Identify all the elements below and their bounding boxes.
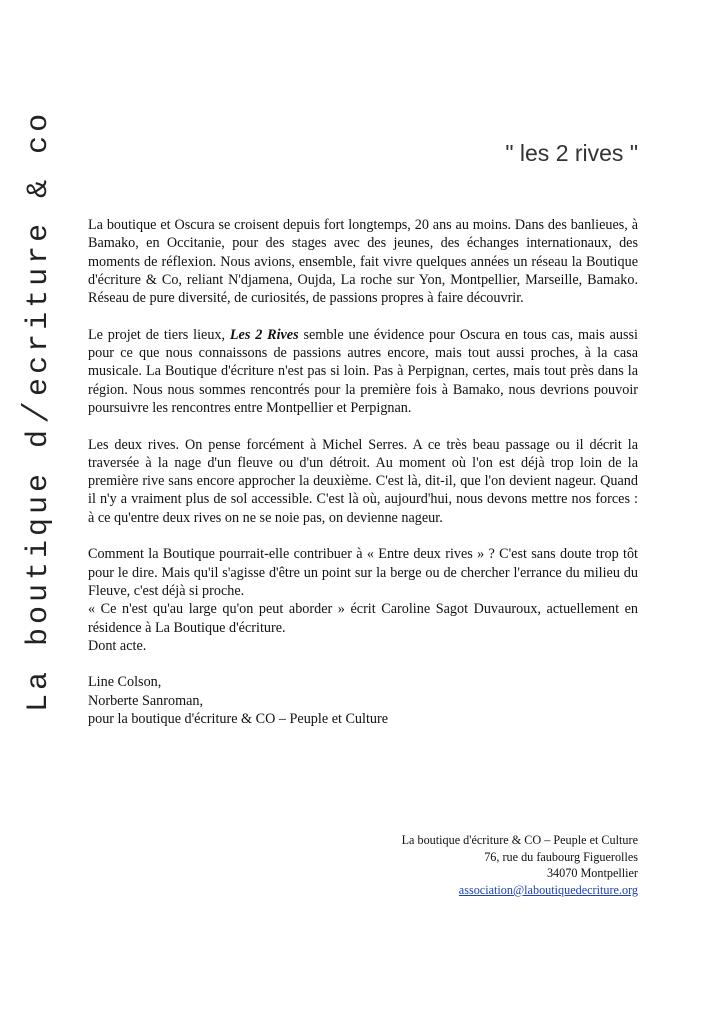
- paragraph-intro: La boutique et Oscura se croisent depuis fort longtemps, 20 ans au moins. Dans des banlieues, à Bamako, en Occitanie, pour des stages avec des jeunes, des échanges internationaux, des moments de réflexion. Nous avions, ensemble, fait vivre quelques années un réseau la Boutique d'écriture & Co, reliant N'djamena, Oujda, La roche sur Yon, Montpellier, Marseille, Bamako. Réseau de pure diversité, de curiosités, de passions propres à faire découvrir.: [88, 217, 638, 307]
- footer-street: 76, rue du faubourg Figuerolles: [484, 849, 638, 864]
- signature-name-1: Line Colson,: [88, 674, 162, 691]
- vertical-logo: [18, 109, 60, 712]
- contribution-text: Comment la Boutique pourrait-elle contribuer à « Entre deux rives » ? C'est sans doute trop tôt pour le dire. Mais qu'il s'agisse d'être un point sur la berge ou de chercher l'errance du milieu du Fleuve, c'est déjà si proche.: [88, 546, 638, 599]
- footer-email-link[interactable]: association@laboutiquedecriture.org: [458, 882, 638, 897]
- footer-org: La boutique d'écriture & CO – Peuple et Culture: [401, 833, 638, 847]
- paragraph-deux-rives: Les deux rives. On pense forcément à Michel Serres. A ce très beau passage ou il décrit la traversée à la nage d'un fleuve ou d'un détroit. Au moment où l'on est déjà trop loin de la première rive sans encore approcher la deuxième. C'est là, dit-il, que l'on devient nageur. Quand il n'y a vraiment plus de sol accessible. C'est là où, aujourd'hui, nous devons mettre nos forces : à ce qu'entre deux rives on ne se noie pas, on devienne nageur.: [88, 436, 638, 526]
- signature-org: pour la boutique d'écriture & CO – Peuple et Culture: [88, 711, 389, 728]
- logo-text-part2: ecriture & co: [22, 109, 56, 396]
- signature-block: [88, 673, 638, 728]
- footer-city: 34070 Montpellier: [546, 866, 638, 881]
- letter-body: [88, 216, 638, 747]
- logo-text-part1: La boutique d: [22, 425, 56, 712]
- paragraph-project-before: Le projet de tiers lieux,: [88, 326, 230, 343]
- project-name-emphasis: Les 2 Rives: [229, 326, 299, 343]
- quote-line: « Ce n'est qu'au large qu'on peut aborder » écrit Caroline Sagot Duvauroux, actuellement en résidence à La Boutique d'écriture.: [88, 601, 638, 636]
- signature-name-2: Norberte Sanroman,: [88, 692, 204, 709]
- document-title: " les 2 rives ": [505, 140, 638, 166]
- logo-slash: /: [18, 399, 60, 422]
- paragraph-project-after: semble une évidence pour Oscura en tous cas, mais aussi pour ce que nous connaissons de passions autres encore, mais tout aussi proches, à la casa musicale. La Boutique d'écriture n'est pas si loin. Pas à Perpignan, certes, mais tout près dans la région. Nous nous sommes rencontrés pour la première fois à Bamako, nous devrions pouvoir poursuivre les rencontres entre Montpellier et Perpignan.: [88, 326, 638, 416]
- paragraph-project: [88, 326, 638, 417]
- closing-line: Dont acte.: [88, 637, 147, 654]
- footer-address: [402, 832, 638, 898]
- paragraph-contribution: [88, 545, 638, 655]
